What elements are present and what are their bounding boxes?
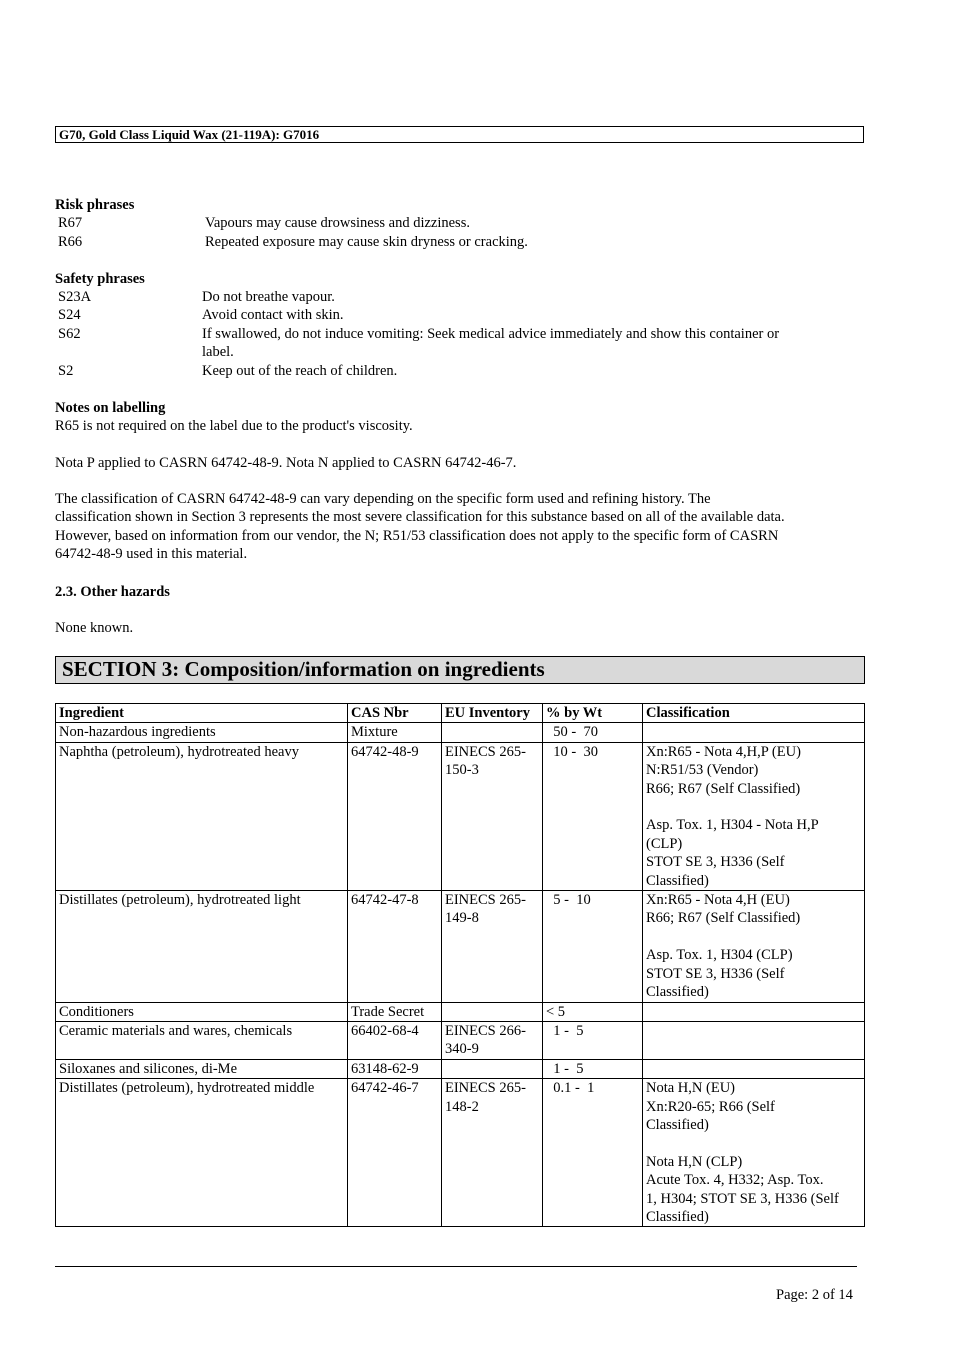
ingredient-cell: Distillates (petroleum), hydrotreated light (56, 891, 348, 1002)
eu-inventory-cell (442, 1002, 543, 1021)
ingredients-table (55, 703, 865, 1227)
other-hazards-heading: 2.3. Other hazards (55, 584, 170, 600)
other-hazards-text: None known. (55, 620, 134, 636)
weight-cell: 1 - 5 (543, 1021, 643, 1059)
classification-cell (643, 723, 865, 742)
risk-phrase-text: Vapours may cause drowsiness and dizziness. (205, 215, 470, 231)
ingredient-cell: Ceramic materials and wares, chemicals (56, 1021, 348, 1059)
safety-phrase-text: Keep out of the reach of children. (202, 363, 398, 379)
classification-cell (643, 1021, 865, 1059)
weight-cell: 5 - 10 (543, 891, 643, 1002)
cas-cell: 64742-48-9 (348, 742, 442, 890)
classification-cell (643, 1059, 865, 1078)
cas-cell: 66402-68-4 (348, 1021, 442, 1059)
column-header: % by Wt (543, 704, 643, 723)
table-row (56, 1002, 865, 1021)
risk-phrase-code: R67 (58, 215, 83, 231)
eu-inventory-cell (442, 723, 543, 742)
safety-phrase-code: S2 (58, 363, 74, 379)
table-row (56, 1059, 865, 1078)
notes-paragraph: R65 is not required on the label due to the product's viscosity. (55, 418, 413, 434)
classification-cell (643, 1002, 865, 1021)
table-header-row (56, 704, 865, 723)
eu-inventory-cell (442, 1059, 543, 1078)
table-row (56, 1021, 865, 1059)
document-title: G70, Gold Class Liquid Wax (21-119A): G7016 (55, 126, 864, 143)
safety-phrase-text: Avoid contact with skin. (202, 307, 344, 323)
cas-cell: Mixture (348, 723, 442, 742)
table-row (56, 742, 865, 890)
table-row (56, 1079, 865, 1227)
ingredient-cell: Distillates (petroleum), hydrotreated middle (56, 1079, 348, 1227)
page-number: Page: 2 of 14 (776, 1287, 853, 1303)
table-row (56, 723, 865, 742)
safety-phrase-code: S24 (58, 307, 81, 323)
column-header: EU Inventory (442, 704, 543, 723)
safety-phrase-text: Do not breathe vapour. (202, 289, 335, 305)
footer-divider (55, 1266, 857, 1267)
classification-cell: Nota H,N (EU) Xn:R20-65; R66 (Self Classified) Nota H,N (CLP) Acute Tox. 4, H332; Asp. Tox. 1, H304; STOT SE 3, H336 (Self Classified) (643, 1079, 865, 1227)
eu-inventory-cell: EINECS 265- 149-8 (442, 891, 543, 1002)
safety-phrase-code: S62 (58, 326, 81, 342)
column-header: CAS Nbr (348, 704, 442, 723)
weight-cell: 10 - 30 (543, 742, 643, 890)
safety-phrases-heading: Safety phrases (55, 271, 145, 287)
cas-cell: 63148-62-9 (348, 1059, 442, 1078)
cas-cell: 64742-47-8 (348, 891, 442, 1002)
risk-phrase-code: R66 (58, 234, 83, 250)
risk-phrase-text: Repeated exposure may cause skin dryness or cracking. (205, 234, 528, 250)
column-header: Classification (643, 704, 865, 723)
section-3-title: SECTION 3: Composition/information on ingredients (55, 656, 865, 684)
ingredient-cell: Naphtha (petroleum), hydrotreated heavy (56, 742, 348, 890)
notes-paragraph: The classification of CASRN 64742-48-9 can vary depending on the specific form used and refining history. The classification shown in Section 3 represents the most severe classification for this substance based on all of the available data. However, based on information from our vendor, the N; R51/53 classification does not apply to the specific form of CASRN 64742-48-9 used in this material. (55, 491, 785, 563)
safety-phrase-code: S23A (58, 289, 92, 305)
classification-cell: Xn:R65 - Nota 4,H,P (EU) N:R51/53 (Vendor) R66; R67 (Self Classified) Asp. Tox. 1, H304 - Nota H,P (CLP) STOT SE 3, H336 (Self Classified) (643, 742, 865, 890)
ingredient-cell: Siloxanes and silicones, di-Me (56, 1059, 348, 1078)
column-header: Ingredient (56, 704, 348, 723)
cas-cell: Trade Secret (348, 1002, 442, 1021)
risk-phrases-heading: Risk phrases (55, 197, 135, 213)
weight-cell: 0.1 - 1 (543, 1079, 643, 1227)
cas-cell: 64742-46-7 (348, 1079, 442, 1227)
notes-heading: Notes on labelling (55, 400, 166, 416)
eu-inventory-cell: EINECS 265- 148-2 (442, 1079, 543, 1227)
notes-paragraph: Nota P applied to CASRN 64742-48-9. Nota N applied to CASRN 64742-46-7. (55, 455, 517, 471)
weight-cell: 50 - 70 (543, 723, 643, 742)
classification-cell: Xn:R65 - Nota 4,H (EU) R66; R67 (Self Classified) Asp. Tox. 1, H304 (CLP) STOT SE 3, H336 (Self Classified) (643, 891, 865, 1002)
weight-cell: < 5 (543, 1002, 643, 1021)
eu-inventory-cell: EINECS 265- 150-3 (442, 742, 543, 890)
table-row (56, 891, 865, 1002)
ingredient-cell: Non-hazardous ingredients (56, 723, 348, 742)
weight-cell: 1 - 5 (543, 1059, 643, 1078)
safety-phrase-text: If swallowed, do not induce vomiting: Seek medical advice immediately and show this container or label. (202, 326, 780, 361)
eu-inventory-cell: EINECS 266- 340-9 (442, 1021, 543, 1059)
ingredient-cell: Conditioners (56, 1002, 348, 1021)
